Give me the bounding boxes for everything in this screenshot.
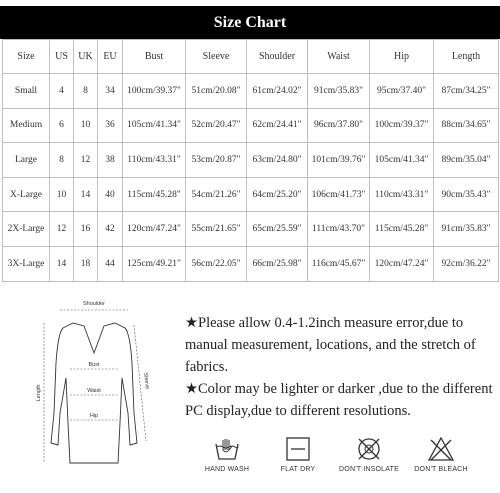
hip-label: Hip [89, 413, 99, 419]
notes-section [185, 312, 497, 422]
table-cell: 106cm/41.73" [308, 177, 370, 212]
column-header: Waist [308, 40, 370, 74]
do-not-bleach-icon [427, 436, 455, 462]
table-cell: 42 [98, 212, 123, 247]
care-label: DON'T INSOLATE [339, 466, 399, 473]
table-cell: 65cm/25.59" [247, 212, 308, 247]
table-cell: 87cm/34.25" [434, 74, 499, 109]
shoulder-label: Shoulder [82, 301, 106, 307]
length-label: Length [36, 384, 42, 402]
table-cell: 10 [50, 177, 74, 212]
note-color: ★Color may be lighter or darker ,due to the different PC display,due to different resolutions. [185, 381, 493, 419]
column-header: Bust [123, 40, 186, 74]
column-header: Hip [370, 40, 434, 74]
table-cell: 100cm/39.37" [123, 74, 186, 109]
size-name-cell: 2X-Large [3, 212, 50, 247]
table-cell: 62cm/24.41" [247, 108, 308, 143]
care-label: HAND WASH [204, 466, 250, 473]
table-cell: 66cm/25.98" [247, 246, 308, 281]
table-row [3, 246, 499, 281]
column-header: UK [74, 40, 98, 74]
table-cell: 110cm/43.31" [123, 143, 186, 178]
table-cell: 8 [74, 74, 98, 109]
table-cell: 34 [98, 74, 123, 109]
table-cell: 105cm/41.34" [123, 108, 186, 143]
table-cell: 18 [74, 246, 98, 281]
table-cell: 111cm/43.70" [308, 212, 370, 247]
table-cell: 44 [98, 246, 123, 281]
size-name-cell: Small [3, 74, 50, 109]
bust-label: Bust [88, 362, 100, 368]
table-cell: 51cm/20.08" [186, 74, 247, 109]
size-name-cell: X-Large [3, 177, 50, 212]
table-cell: 14 [74, 177, 98, 212]
table-header-row [3, 40, 499, 74]
table-cell: 64cm/25.20" [247, 177, 308, 212]
do-not-insolate-icon [356, 436, 382, 462]
table-cell: 6 [50, 108, 74, 143]
table-row [3, 212, 499, 247]
care-dont-insolate [337, 436, 401, 488]
size-chart-table [2, 39, 499, 282]
table-cell: 101cm/39.76" [308, 143, 370, 178]
table-cell: 92cm/36.22" [434, 246, 499, 281]
table-cell: 115cm/45.28" [123, 177, 186, 212]
table-cell: 52cm/20.47" [186, 108, 247, 143]
care-dont-bleach [410, 436, 472, 488]
table-cell: 4 [50, 74, 74, 109]
table-row [3, 108, 499, 143]
table-cell: 55cm/21.65" [186, 212, 247, 247]
dress-measurement-diagram [18, 293, 168, 488]
size-name-cell: Large [3, 143, 50, 178]
care-label: FLAT DRY [280, 466, 316, 473]
table-cell: 53cm/20.87" [186, 143, 247, 178]
table-cell: 56cm/22.05" [186, 246, 247, 281]
table-cell: 115cm/45.28" [370, 212, 434, 247]
hand-wash-icon [214, 436, 240, 462]
table-row [3, 177, 499, 212]
table-cell: 16 [74, 212, 98, 247]
dress-diagram-svg [18, 293, 168, 488]
care-label: DON'T BLEACH [414, 466, 468, 473]
waist-label: Waist [87, 388, 101, 394]
table-cell: 91cm/35.83" [308, 74, 370, 109]
table-cell: 90cm/35.43" [434, 177, 499, 212]
table-cell: 125cm/49.21" [123, 246, 186, 281]
table-cell: 12 [74, 143, 98, 178]
table-cell: 105cm/41.34" [370, 143, 434, 178]
table-cell: 96cm/37.80" [308, 108, 370, 143]
column-header: Length [434, 40, 499, 74]
table-cell: 54cm/21.26" [186, 177, 247, 212]
table-cell: 14 [50, 246, 74, 281]
table-cell: 8 [50, 143, 74, 178]
column-header: Shoulder [247, 40, 308, 74]
table-cell: 110cm/43.31" [370, 177, 434, 212]
care-flat-dry [268, 436, 328, 488]
note-measure-error: ★Please allow 0.4-1.2inch measure error,due to manual measurement, locations, and the stretch of fabrics. [185, 315, 476, 375]
table-row [3, 143, 499, 178]
column-header: EU [98, 40, 123, 74]
size-name-cell: Medium [3, 108, 50, 143]
table-cell: 120cm/47.24" [370, 246, 434, 281]
table-cell: 10 [74, 108, 98, 143]
table-cell: 89cm/35.04" [434, 143, 499, 178]
flat-dry-icon [285, 436, 311, 462]
size-name-cell: 3X-Large [3, 246, 50, 281]
table-cell: 100cm/39.37" [370, 108, 434, 143]
sleeve-label: Sleeve [142, 372, 150, 390]
table-cell: 12 [50, 212, 74, 247]
care-hand-wash [197, 436, 257, 488]
table-cell: 38 [98, 143, 123, 178]
table-cell: 120cm/47.24" [123, 212, 186, 247]
table-row [3, 74, 499, 109]
column-header: US [50, 40, 74, 74]
table-cell: 91cm/35.83" [434, 212, 499, 247]
table-cell: 88cm/34.65" [434, 108, 499, 143]
column-header: Sleeve [186, 40, 247, 74]
table-cell: 40 [98, 177, 123, 212]
column-header: Size [3, 40, 50, 74]
table-cell: 116cm/45.67" [308, 246, 370, 281]
size-chart-title: Size Chart [0, 6, 500, 39]
table-cell: 36 [98, 108, 123, 143]
table-cell: 95cm/37.40" [370, 74, 434, 109]
table-cell: 63cm/24.80" [247, 143, 308, 178]
table-cell: 61cm/24.02" [247, 74, 308, 109]
